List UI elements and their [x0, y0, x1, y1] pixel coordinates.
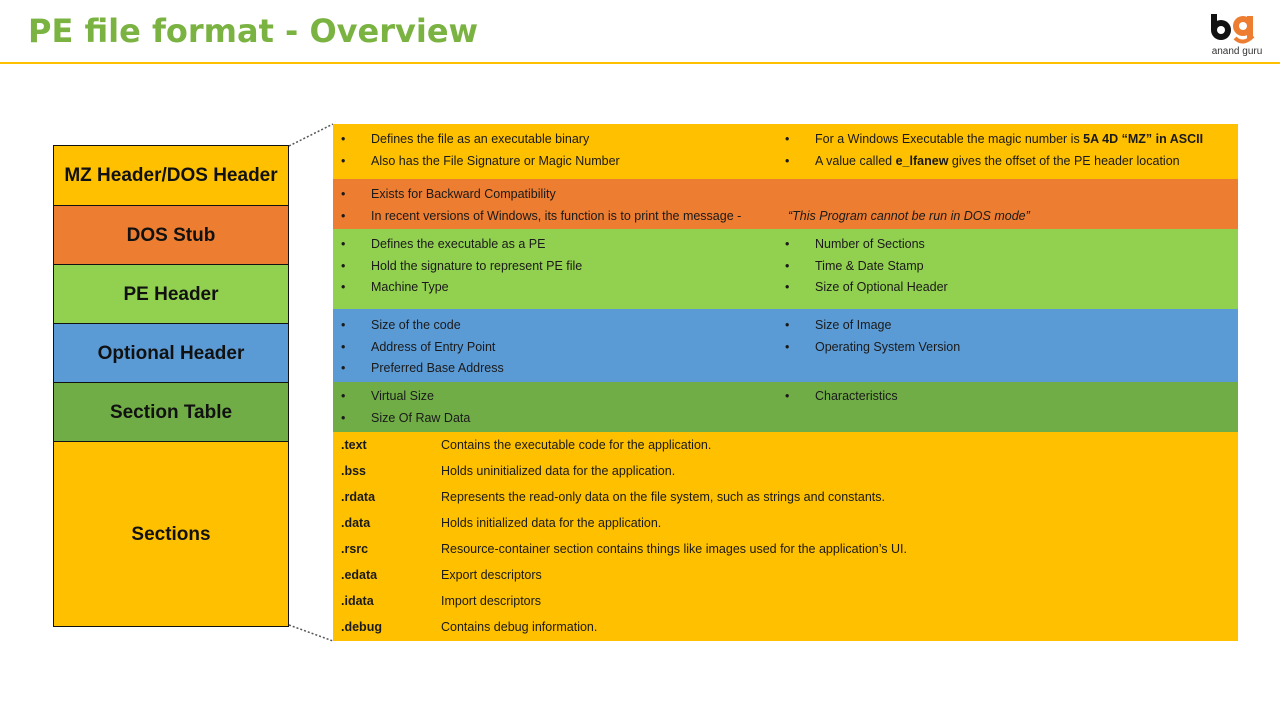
- stack-block-dos-stub: DOS Stub: [54, 206, 288, 265]
- details-panel: [333, 124, 1238, 641]
- section-row: .bss Holds uninitialized data for the application.: [341, 464, 676, 478]
- band-pe-header: • Defines the executable as a PE • Hold the signature to represent PE file • Machine Type • Number of Sections • Time & Date Stamp • Size of Optional Header: [333, 229, 1238, 309]
- section-row: .edata Export descriptors: [341, 568, 542, 582]
- stack-block-pe-header: PE Header: [54, 265, 288, 324]
- connector-top: [289, 124, 333, 146]
- logo-text: anand guru: [1211, 46, 1263, 57]
- stack-block-mz-header: MZ Header/DOS Header: [54, 146, 288, 206]
- section-row: .text Contains the executable code for the application.: [341, 438, 712, 452]
- pe-structure-stack: [53, 145, 289, 627]
- section-row: .rsrc Resource-container section contains things like images used for the application’s UI.: [341, 542, 907, 556]
- logo-icon: [1209, 12, 1263, 44]
- list-item: • Exists for Backward Compatibility: [341, 187, 556, 201]
- band-optional-header: • Size of the code • Address of Entry Point • Preferred Base Address • Size of Image • Operating System Version: [333, 309, 1238, 382]
- connector-bottom: [289, 625, 333, 641]
- brand-logo: [1207, 12, 1267, 60]
- stub-quote: “This Program cannot be run in DOS mode”: [788, 208, 1030, 223]
- page-title: PE file format - Overview: [28, 12, 479, 50]
- section-row: .rdata Represents the read-only data on the file system, such as strings and constants.: [341, 490, 885, 504]
- section-row: .data Holds initialized data for the application.: [341, 516, 662, 530]
- band-mz-header: • Defines the file as an executable binary • Also has the File Signature or Magic Number • For a Windows Executable the magic number is 5A 4D “MZ” in ASCII • A value called e_lfanew gives the offset of the PE header location: [333, 124, 1238, 179]
- stack-block-section-table: Section Table: [54, 383, 288, 442]
- stack-block-sections: Sections: [54, 442, 288, 626]
- list-item: • In recent versions of Windows, its function is to print the message - “This Program cannot be run in DOS mode”: [333, 206, 1238, 228]
- section-row: .idata Import descriptors: [341, 594, 542, 608]
- title-underline: [0, 62, 1280, 64]
- section-row: .debug Contains debug information.: [341, 620, 598, 634]
- band-sections: [333, 432, 1238, 641]
- stack-block-optional-header: Optional Header: [54, 324, 288, 383]
- stub-col: [333, 184, 1238, 227]
- band-dos-stub: [333, 179, 1238, 229]
- band-section-table: • Virtual Size • Size Of Raw Data • Characteristics: [333, 382, 1238, 432]
